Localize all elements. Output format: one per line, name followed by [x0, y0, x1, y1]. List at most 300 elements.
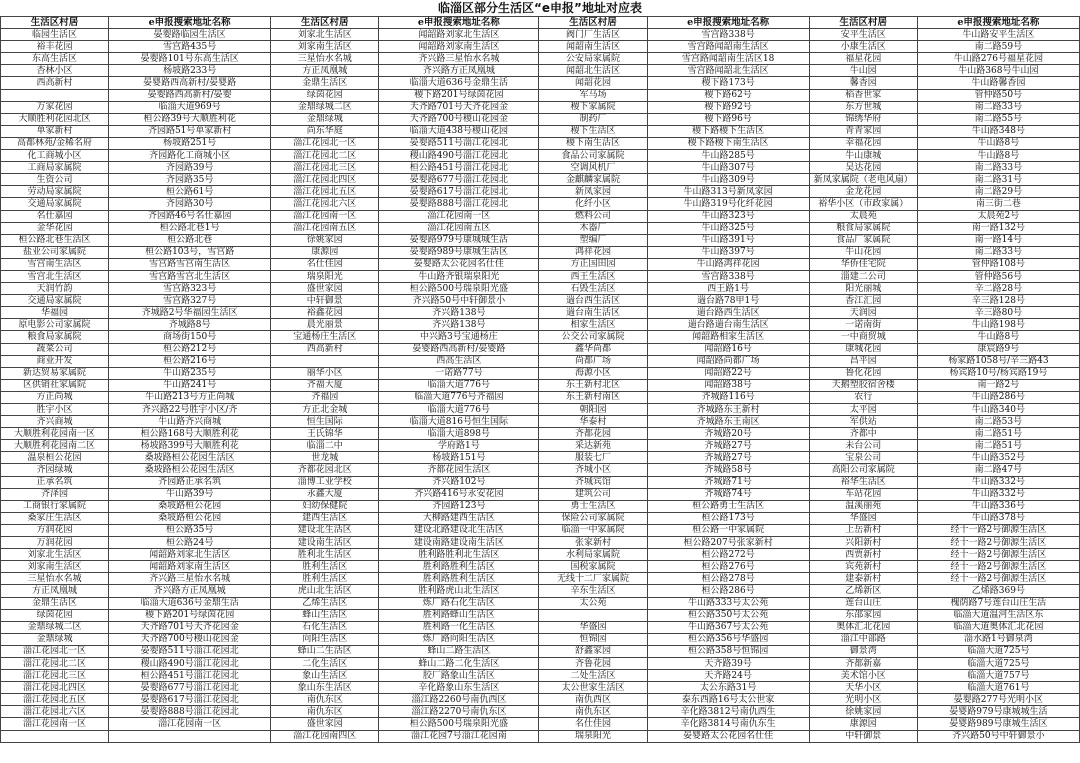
address-cell: 桓公路278号	[647, 573, 809, 585]
address-cell: 临淄大道725号	[917, 645, 1079, 657]
area-cell: 牛山康城	[809, 150, 917, 162]
area-cell	[1, 89, 109, 101]
address-cell: 齐兴路方正凤凰城	[379, 65, 539, 77]
table-row	[1, 609, 1080, 621]
address-cell: 晏婴路101号东高生活区	[109, 53, 271, 65]
area-cell: 稷下南生活区	[539, 137, 647, 149]
area-cell: 大顺胜利花园北区	[1, 113, 109, 125]
area-cell: 宝通杨庄生活区	[271, 331, 379, 343]
address-cell: 太公东路31号	[647, 682, 809, 694]
area-cell: 三星怡水名城	[271, 53, 379, 65]
address-cell: 康宸路9号	[917, 343, 1079, 355]
area-cell: 胜宇小区	[1, 404, 109, 416]
area-cell: 军供站	[809, 416, 917, 428]
table-row	[1, 162, 1080, 174]
area-cell: 小康生活区	[809, 41, 917, 53]
address-table	[0, 16, 1080, 743]
address-cell: 齐城路20号	[647, 428, 809, 440]
area-cell: 乙烯新区	[809, 585, 917, 597]
address-cell: 临淄大道温河生活区东	[917, 609, 1079, 621]
address-cell: 南二路51号	[917, 440, 1079, 452]
address-cell: 齐园路123号	[379, 500, 539, 512]
address-cell: 泰东西路16号太公世家	[647, 694, 809, 706]
address-cell: 晏婴路677号淄江花园北	[109, 682, 271, 694]
address-cell: 闻韶路刘家南生活区	[109, 561, 271, 573]
address-cell: 桑坡路桓公花园生活区	[109, 464, 271, 476]
area-cell: 阀门厂生活区	[539, 29, 647, 41]
area-cell: 东王新村北区	[539, 379, 647, 391]
area-cell: 齐福大厦	[271, 379, 379, 391]
area-cell: 军马场	[539, 89, 647, 101]
address-cell: 齐都花园生活区	[379, 464, 539, 476]
area-cell: 齐福园	[271, 391, 379, 403]
address-cell: 桓公路356号华盛园	[647, 633, 809, 645]
address-cell: 齐兴路138号	[379, 307, 539, 319]
area-cell: 齐都花园北区	[271, 464, 379, 476]
area-cell: 金鼎绿城	[271, 113, 379, 125]
address-cell: 天齐路701号天齐花园金	[109, 621, 271, 633]
address-cell: 雪宫路雪宫南生活区	[109, 258, 271, 270]
address-cell: 稷下路173号	[647, 77, 809, 89]
area-cell: 齐兴商城	[1, 416, 109, 428]
address-cell: 晏婴路979号康城城生活	[917, 706, 1079, 718]
area-cell: 胜利生活区	[271, 561, 379, 573]
area-cell: 淄江花园北五区	[1, 694, 109, 706]
area-cell: 金鼎生活区	[271, 77, 379, 89]
address-cell: 牛山路323号	[647, 210, 809, 222]
area-cell: 徐姚家园	[271, 234, 379, 246]
table-row	[1, 645, 1080, 657]
address-cell: 齐城路8号	[109, 319, 271, 331]
address-cell: 齐兴路三星怡水名城	[109, 573, 271, 585]
area-cell: 齐都花园	[539, 428, 647, 440]
table-row	[1, 77, 1080, 89]
area-cell: 金麒麟家属院	[539, 174, 647, 186]
table-row	[1, 476, 1080, 488]
address-cell: 齐园路化工商城小区	[109, 150, 271, 162]
address-cell: 齐兴路416号永安花园	[379, 488, 539, 500]
address-cell: 牛山路286号	[917, 391, 1079, 403]
address-cell: 管仲路56号	[917, 270, 1079, 282]
area-cell: 锦绣华府	[809, 113, 917, 125]
area-cell: 食品厂家属院	[809, 234, 917, 246]
area-cell: 齐都新嘉	[809, 657, 917, 669]
address-cell: 闻韶路刘家北生活区	[109, 549, 271, 561]
address-cell: 桓公路勇士生活区	[647, 500, 809, 512]
address-cell: 晏婴路677号淄江花园北	[379, 174, 539, 186]
address-cell: 管仲路50号	[917, 89, 1079, 101]
address-cell: 桓公路286号	[647, 585, 809, 597]
area-cell: 齐城宾馆	[539, 476, 647, 488]
address-cell: 遄台路78甲1号	[647, 295, 809, 307]
area-cell: 建设北生活区	[271, 524, 379, 536]
area-cell: 粮食局家属院	[1, 331, 109, 343]
address-cell: 雪宫路闻韶北生活区	[647, 65, 809, 77]
area-cell: 裕华生活区	[809, 476, 917, 488]
address-cell: 牛山路馨香园	[917, 77, 1079, 89]
address-cell: 稷下路稷下生活区	[647, 125, 809, 137]
area-cell: 太公苑	[539, 597, 647, 609]
table-body	[1, 29, 1080, 743]
address-cell: 辛化路象山东生活区	[379, 682, 539, 694]
address-cell: 牛山路340号	[917, 404, 1079, 416]
table-row	[1, 246, 1080, 258]
header-cell: e申报搜索地址名称	[109, 17, 271, 29]
address-cell: 稷下路96号	[647, 113, 809, 125]
area-cell: 丽华小区	[271, 367, 379, 379]
area-cell: 西王生活区	[539, 270, 647, 282]
address-cell: 淄江路2260号南仇西区	[379, 694, 539, 706]
table-row	[1, 53, 1080, 65]
address-cell: 桑坡路桓公花园	[109, 512, 271, 524]
area-cell: 二化生活区	[271, 657, 379, 669]
address-cell: 炼厂路向阳生活区	[379, 633, 539, 645]
area-cell: 绿茵花园	[1, 609, 109, 621]
table-row	[1, 270, 1080, 282]
area-cell: 康源园	[809, 718, 917, 730]
address-cell: 牛山路368号牛山园	[917, 65, 1079, 77]
address-cell: 闻韶路16号	[647, 343, 809, 355]
table-row	[1, 488, 1080, 500]
area-cell: 一中商贸城	[809, 331, 917, 343]
area-cell: 福星花园	[809, 53, 917, 65]
address-cell: 牛山路39号	[109, 488, 271, 500]
address-cell: 经十一路2号御源生活区	[917, 561, 1079, 573]
address-cell: 辛二路28号	[917, 283, 1079, 295]
area-cell: 塑编厂	[539, 234, 647, 246]
area-cell: 淄博工业学校	[271, 476, 379, 488]
address-cell: 牛山路鸿祥花园	[647, 258, 809, 270]
address-cell: 桑坡路桓公花园	[109, 500, 271, 512]
area-cell: 天鹅塑胶宿舍楼	[809, 379, 917, 391]
area-cell: 香江汇园	[809, 295, 917, 307]
address-cell: 淄江路2270号南仇东区	[379, 706, 539, 718]
header-cell: e申报搜索地址名称	[917, 17, 1079, 29]
table-row	[1, 512, 1080, 524]
table-row	[1, 428, 1080, 440]
table-row	[1, 41, 1080, 53]
address-cell: 晏婴路西高新村/晏婴路	[109, 77, 271, 89]
area-cell: 安平生活区	[809, 29, 917, 41]
table-row	[1, 113, 1080, 125]
area-cell: 高都林苑/金稀名府	[1, 137, 109, 149]
address-cell: 临淄大道898号	[379, 428, 539, 440]
area-cell: 食品公司家属院	[539, 150, 647, 162]
address-cell: 淄江花园7号淄江花园南	[379, 730, 539, 742]
address-cell: 稷下路201号绿茵花园	[109, 609, 271, 621]
table-row	[1, 125, 1080, 137]
area-cell: 淄江花园北六区	[1, 706, 109, 718]
address-cell: 牛山路安平生活区	[917, 29, 1079, 41]
address-cell: 稷山路490号淄江花园北	[379, 150, 539, 162]
address-cell: 齐兴路方正凤凰城	[109, 585, 271, 597]
address-cell: 牛山路378号	[917, 512, 1079, 524]
area-cell: 裕丰花园	[1, 41, 109, 53]
area-cell: 牛山花园	[809, 246, 917, 258]
table-row	[1, 718, 1080, 730]
address-cell: 牛山路276号福星花园	[917, 53, 1079, 65]
area-cell: 南仇东区	[539, 706, 647, 718]
address-cell: 临淄大道776号	[379, 379, 539, 391]
table-row	[1, 29, 1080, 41]
address-cell: 经十一路2号御源生活区	[917, 537, 1079, 549]
address-cell: 乙烯路369号	[917, 585, 1079, 597]
table-row	[1, 694, 1080, 706]
address-cell: 桓公路500号瑞泉阳光盛	[379, 718, 539, 730]
area-cell: 稻香世家	[809, 89, 917, 101]
address-cell: 齐城路东王新村	[647, 404, 809, 416]
area-cell: 大顺胜利花园南一区	[1, 428, 109, 440]
address-cell: 桓公路216号	[109, 355, 271, 367]
area-cell: 温溪丽苑	[809, 500, 917, 512]
address-cell: 桓公路35号	[109, 524, 271, 536]
table-row	[1, 174, 1080, 186]
area-cell: 太晨苑	[809, 210, 917, 222]
table-row	[1, 730, 1080, 742]
area-cell: 天润竹韵	[1, 283, 109, 295]
address-cell: 牛山路319号化纤花园	[647, 198, 809, 210]
area-cell: 燃料公司	[539, 210, 647, 222]
area-cell: 恒生国际	[271, 416, 379, 428]
table-row	[1, 391, 1080, 403]
address-cell: 南二路51号	[917, 428, 1079, 440]
area-cell: 原电影公司家属院	[1, 319, 109, 331]
area-cell: 天润园	[809, 307, 917, 319]
address-cell: 西高生活区	[379, 355, 539, 367]
area-cell: 辛东生活区	[539, 585, 647, 597]
address-cell: 临淄大道636号金鼎生活	[109, 597, 271, 609]
area-cell: 天华小区	[809, 682, 917, 694]
address-cell: 牛山路8号	[917, 150, 1079, 162]
header-cell: e申报搜索地址名称	[379, 17, 539, 29]
address-cell: 闻韶路38号	[647, 379, 809, 391]
area-cell: 康城花园	[809, 343, 917, 355]
area-cell: 金鼎绿城二区	[1, 621, 109, 633]
area-cell: 金鼎绿城	[1, 633, 109, 645]
area-cell: 遄台西生活区	[539, 295, 647, 307]
area-cell: 尚都广场	[539, 355, 647, 367]
address-cell: 牛山路齐银瑞泉阳光	[379, 270, 539, 282]
area-cell: 遄台南生活区	[539, 307, 647, 319]
address-cell: 晏婴路617号淄江花园北	[379, 186, 539, 198]
address-cell: 桓公路北巷	[109, 234, 271, 246]
address-cell: 雪宫路雪宫北生活区	[109, 270, 271, 282]
area-cell: 临园生活区	[1, 29, 109, 41]
table-row	[1, 355, 1080, 367]
area-cell: 齐园绿城	[1, 464, 109, 476]
area-cell: 盐业公司家属院	[1, 246, 109, 258]
address-cell: 胜利路虎山北生活区	[379, 585, 539, 597]
area-cell: 妇幼保健院	[271, 500, 379, 512]
address-cell: 齐城路2号华福园生活区	[109, 307, 271, 319]
area-cell: 朝阳园	[539, 404, 647, 416]
area-cell: 馨香园	[809, 77, 917, 89]
area-cell: 徐姚家园	[809, 706, 917, 718]
address-cell: 辛三路80号	[917, 307, 1079, 319]
address-cell: 经十一路2号御源生活区	[917, 549, 1079, 561]
area-cell: 建西生活区	[271, 512, 379, 524]
address-cell: 晏婴路太公花园名仕佳	[379, 258, 539, 270]
area-cell: 相家生活区	[539, 319, 647, 331]
table-row	[1, 307, 1080, 319]
address-cell: 临淄大道438号稷山花园	[379, 125, 539, 137]
address-cell: 齐兴路102号	[379, 476, 539, 488]
table-row	[1, 633, 1080, 645]
area-cell: 一诺南街	[809, 319, 917, 331]
table-row	[1, 150, 1080, 162]
address-cell: 齐兴路138号	[379, 319, 539, 331]
area-cell: 齐城小区	[539, 464, 647, 476]
address-cell: 牛山路309号	[647, 174, 809, 186]
area-cell: 东王新村南区	[539, 391, 647, 403]
area-cell: 临淄一中家属院	[539, 524, 647, 536]
table-row	[1, 283, 1080, 295]
address-cell: 稷下路62号	[647, 89, 809, 101]
area-cell: 新凤家园	[539, 186, 647, 198]
area-cell: 制药厂	[539, 113, 647, 125]
area-cell: 稷下生活区	[539, 125, 647, 137]
address-cell: 齐兴路50号中轩御景小	[917, 730, 1079, 742]
area-cell: 光明小区	[809, 694, 917, 706]
area-cell: 临淄二中	[271, 440, 379, 452]
address-cell: 牛山路285号	[647, 150, 809, 162]
address-cell: 南一路14号	[917, 234, 1079, 246]
address-cell: 桓公路173号	[647, 512, 809, 524]
area-cell: 闻韶花园	[539, 77, 647, 89]
address-cell: 桓公路207号张家新村	[647, 537, 809, 549]
address-cell: 闻韶路尚都广场	[647, 355, 809, 367]
address-cell: 牛山路332号	[917, 476, 1079, 488]
area-cell: 淄江花园南一区	[1, 718, 109, 730]
address-cell: 桓公路276号	[647, 561, 809, 573]
area-cell: 高阳公司家属院	[809, 464, 917, 476]
table-row	[1, 440, 1080, 452]
area-cell: 车站花园	[809, 488, 917, 500]
address-cell: 齐城路58号	[647, 464, 809, 476]
area-cell: 桑家庄生活区	[1, 512, 109, 524]
table-row	[1, 573, 1080, 585]
address-cell: 胜利路一化生活区	[379, 621, 539, 633]
area-cell: 刘家南生活区	[1, 561, 109, 573]
address-cell: 牛山路367号太公苑	[647, 621, 809, 633]
area-cell: 华盛园	[809, 512, 917, 524]
area-cell: 化工商城小区	[1, 150, 109, 162]
area-cell: 华盛园	[539, 621, 647, 633]
area-cell: 大顺胜利花园南二区	[1, 440, 109, 452]
area-cell: 万润花园	[1, 537, 109, 549]
address-cell: 牛山路325号	[647, 222, 809, 234]
area-cell: 石化生活区	[271, 621, 379, 633]
address-cell: 齐城路东王南区	[647, 416, 809, 428]
address-cell: 牛山路391号	[647, 234, 809, 246]
address-cell: 杨家路1058号/辛三路43	[917, 355, 1079, 367]
table-row	[1, 597, 1080, 609]
table-row	[1, 367, 1080, 379]
area-cell: 康源园	[271, 246, 379, 258]
address-cell: 临淄大道776号	[379, 404, 539, 416]
area-cell: 盛世家园	[271, 283, 379, 295]
area-cell: 淄江花园北一区	[271, 137, 379, 149]
address-cell: 南二路33号	[917, 162, 1079, 174]
address-cell: 蜂山二路生活区	[379, 645, 539, 657]
area-cell: 金华花园	[1, 222, 109, 234]
table-row	[1, 379, 1080, 391]
address-cell: 建设北路建设北生活区	[379, 524, 539, 536]
area-cell: 华福园	[1, 307, 109, 319]
address-cell: 晏婴路277号光明小区	[917, 694, 1079, 706]
area-cell: 齐泽园	[1, 488, 109, 500]
area-cell: 东邵家园	[809, 609, 917, 621]
address-cell: 雪宫路338号	[647, 270, 809, 282]
area-cell: 南仇东区	[271, 694, 379, 706]
address-cell: 一诺路77号	[379, 367, 539, 379]
area-cell: 上岳新村	[809, 524, 917, 536]
area-cell: 商业开发	[1, 355, 109, 367]
address-cell: 晏婴路989号康城生活区	[379, 246, 539, 258]
area-cell: 国税家属院	[539, 561, 647, 573]
table-row	[1, 452, 1080, 464]
address-cell: 淄江花园南一区	[379, 210, 539, 222]
area-cell: 闻韶北生活区	[539, 65, 647, 77]
address-cell: 桓公路61号	[109, 186, 271, 198]
address-cell: 胶厂路象山生活区	[379, 670, 539, 682]
area-cell: 无线十二厂家属院	[539, 573, 647, 585]
address-cell: 牛山路齐兴商城	[109, 416, 271, 428]
address-cell: 南二路47号	[917, 464, 1079, 476]
address-cell: 牛山路336号	[917, 500, 1079, 512]
header-cell: 生活区村居	[1, 17, 109, 29]
area-cell: 闻韶南生活区	[539, 41, 647, 53]
address-cell: 临淄大道725号	[917, 657, 1079, 669]
table-row	[1, 343, 1080, 355]
area-cell: 东方世城	[809, 101, 917, 113]
area-cell: 金鼎绿城二区	[271, 101, 379, 113]
area-cell: 名仕佳园	[539, 718, 647, 730]
area-cell: 方正北金城	[271, 404, 379, 416]
area-cell: 方润花园	[1, 524, 109, 536]
address-cell: 雪宫路338号	[647, 29, 809, 41]
address-cell: 齐园路51号单家新村	[109, 125, 271, 137]
area-cell: 粮食局家属院	[809, 222, 917, 234]
address-cell: 齐兴路三星怡水名城	[379, 53, 539, 65]
address-cell: 经十一路2号御源生活区	[917, 573, 1079, 585]
address-cell: 齐园路46号名仕嘉园	[109, 210, 271, 222]
address-cell: 胜利路蜂山生活区	[379, 609, 539, 621]
area-cell: 永鑫大厦	[271, 488, 379, 500]
address-cell: 学府路1号	[379, 440, 539, 452]
area-cell: 虎山北生活区	[271, 585, 379, 597]
area-cell: 建泰新村	[809, 573, 917, 585]
table-row	[1, 416, 1080, 428]
area-cell: 淄江花园北二区	[271, 150, 379, 162]
area-cell: 勇士生活区	[539, 500, 647, 512]
area-cell: 采达新苑	[539, 440, 647, 452]
area-cell: 服装七厂	[539, 452, 647, 464]
area-cell: 公安局家属院	[539, 53, 647, 65]
area-cell: 盛世家园	[271, 718, 379, 730]
area-cell: 三星怡水名城	[1, 573, 109, 585]
address-cell: 牛山路198号	[917, 319, 1079, 331]
area-cell: 华泰村	[539, 416, 647, 428]
table-row	[1, 682, 1080, 694]
area-cell: 太公世家生活区	[539, 682, 647, 694]
area-cell: 未台公司	[809, 440, 917, 452]
area-cell: 淄建二公司	[809, 270, 917, 282]
address-cell: 齐园路正承名筑	[109, 476, 271, 488]
area-cell: 新凤家属院（老电风扇）	[809, 174, 917, 186]
area-cell: 宾苑新村	[809, 561, 917, 573]
address-cell: 胜利路胜利生活区	[379, 573, 539, 585]
